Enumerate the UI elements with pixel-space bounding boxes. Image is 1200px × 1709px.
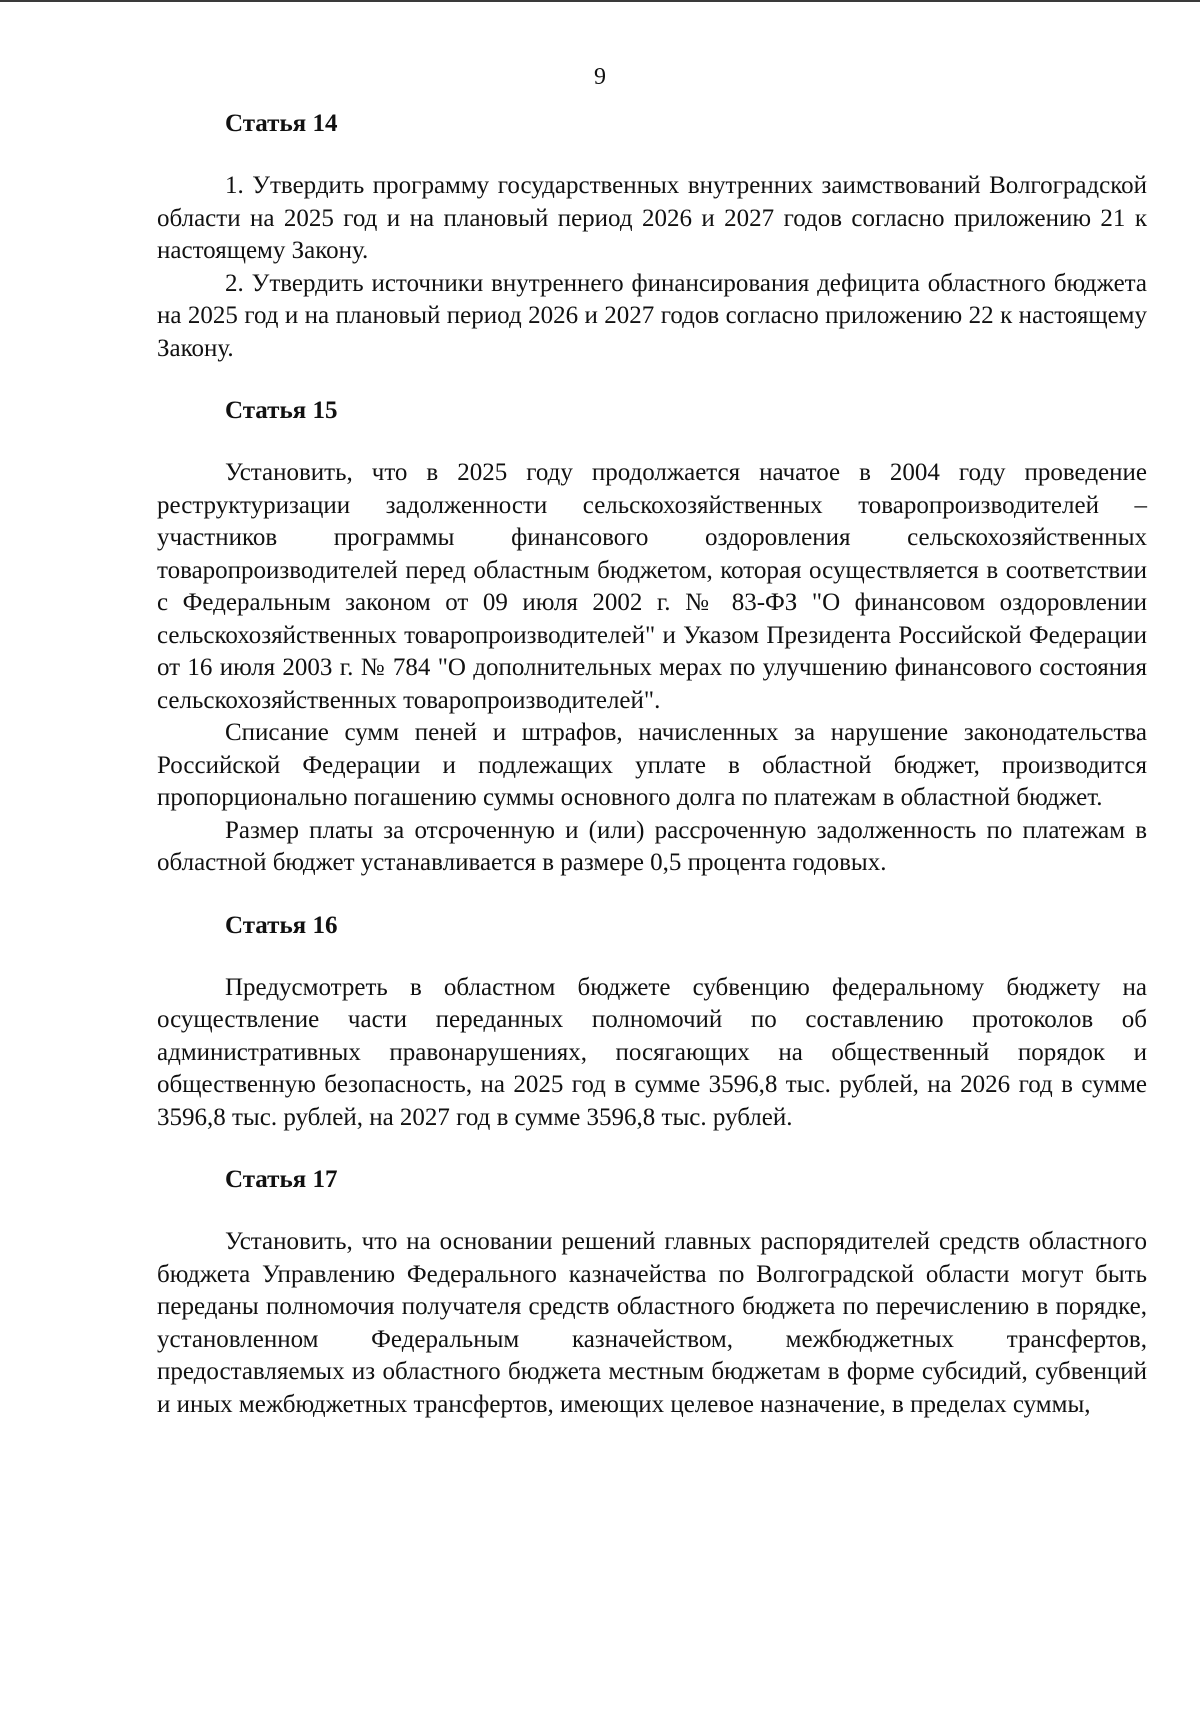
article-16 xyxy=(157,910,1147,1135)
page-number: 9 xyxy=(594,64,606,90)
article-heading: Статья 14 xyxy=(225,110,338,137)
article-heading: Статья 16 xyxy=(225,911,338,939)
article-14 xyxy=(157,108,1147,365)
article-paragraph: Установить, что на основании решений главных распорядителей средств областного бюджета Управлению Федерального казначейства по Волгоградской области могут быть переданы полномочия получателя средств областного бюджета по перечислению в порядке, установленном Федеральным казначейством, межбюджетных трансфертов, предоставляемых из областного бюджета местным бюджетам в форме субсидий, субвенций и иных межбюджетных трансфертов, имеющих целевое назначение, в пределах суммы, xyxy=(157,1228,1147,1418)
page-top-border xyxy=(0,0,1200,2)
article-17 xyxy=(157,1164,1147,1421)
article-paragraph: 1. Утвердить программу государственных внутренних заимствований Волгоградской области на 2025 год и на плановый период 2026 и 2027 годов согласно приложению 21 к настоящему Закону. xyxy=(157,172,1147,264)
article-paragraph: Списание сумм пеней и штрафов, начисленных за нарушение законодательства Российской Федерации и подлежащих уплате в областной бюджет, производится пропорционально погашению суммы основного долга по платежам в областной бюджет. xyxy=(157,719,1147,811)
article-paragraph: Размер платы за отсроченную и (или) рассроченную задолженность по платежам в областной бюджет устанавливается в размере 0,5 процента годовых. xyxy=(157,816,1147,876)
article-heading: Статья 15 xyxy=(225,397,338,424)
article-15 xyxy=(157,395,1147,880)
article-paragraph: Установить, что в 2025 году продолжается начатое в 2004 году проведение реструктуризации задолженности сельскохозяйственных товаропроизводителей – участников программы финансового оздоровления сельскохозяйственных товаропроизводителей перед областным бюджетом, которая осуществляется в соответствии с Федеральным законом от 09 июля 2002 г. № 83-ФЗ "О финансовом оздоровлении сельскохозяйственных товаропроизводителей" и Указом Президента Российской Федерации от 16 июля 2003 г. № 784 "О дополнительных мерах по улучшению финансового состояния сельскохозяйственных товаропроизводителей". xyxy=(157,459,1147,714)
article-paragraph: 2. Утвердить источники внутреннего финансирования дефицита областного бюджета на 2025 год и на плановый период 2026 и 2027 годов согласно приложению 22 к настоящему Закону. xyxy=(157,269,1147,362)
article-heading: Статья 17 xyxy=(225,1166,338,1193)
document-body xyxy=(157,108,1147,1421)
article-paragraph: Предусмотреть в областном бюджете субвенцию федеральному бюджету на осуществление части переданных полномочий по составлению протоколов об административных правонарушениях, посягающих на общественный порядок и общественную безопасность, на 2025 год в сумме 3596,8 тыс. рублей, на 2026 год в сумме 3596,8 тыс. рублей, на 2027 год в сумме 3596,8 тыс. рублей. xyxy=(157,973,1147,1131)
